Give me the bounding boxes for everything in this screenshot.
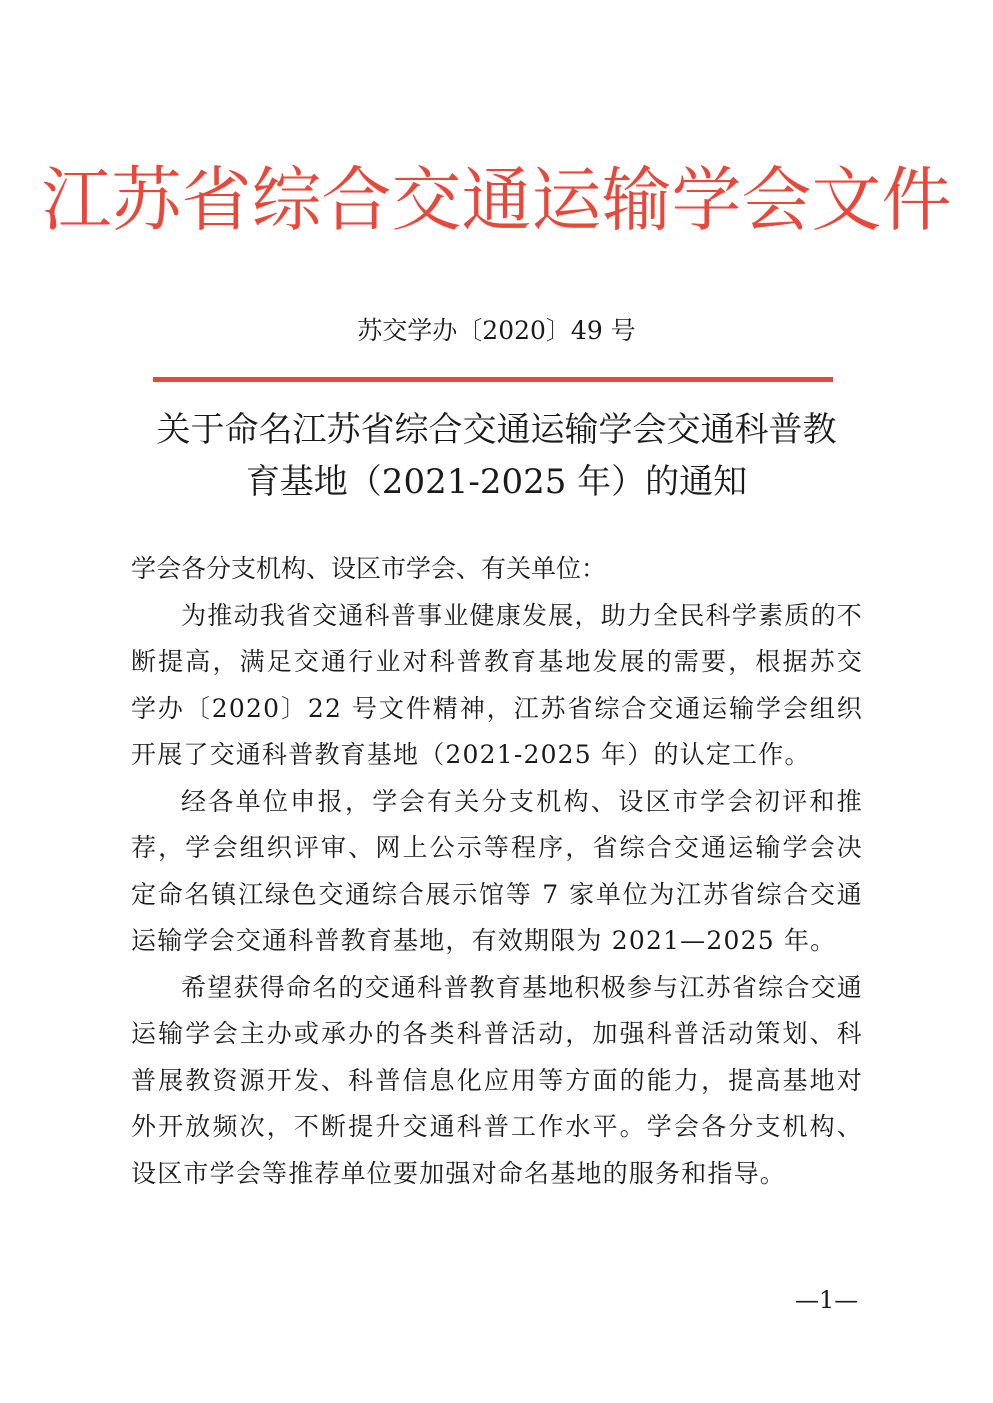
salutation: 学会各分支机构、设区市学会、有关单位：	[131, 554, 607, 583]
document-number: 苏交学办〔2020〕49 号	[357, 316, 636, 345]
body-paragraph-1: 为推动我省交通科普事业健康发展，助力全民科学素质的不断提高，满足交通行业对科普教育基地发展的需要，根据苏交学办〔2020〕22 号文件精神，江苏省综合交通运输学会组织开展了交通科普教育基地（2021-2025 年）的认定工作。	[131, 600, 863, 769]
body-paragraph-2: 经各单位申报，学会有关分支机构、设区市学会初评和推荐，学会组织评审、网上公示等程序，省综合交通运输学会决定命名镇江绿色交通综合展示馆等 7 家单位为江苏省综合交通运输学会交通科普教育基地，有效期限为 2021—2025 年。	[131, 786, 863, 955]
red-divider-line	[153, 377, 833, 382]
document-header-title: 江苏省综合交通运输学会文件	[41, 159, 952, 241]
body-paragraph-3: 希望获得命名的交通科普教育基地积极参与江苏省综合交通运输学会主办或承办的各类科普活动，加强科普活动策划、科普展教资源开发、科普信息化应用等方面的能力，提高基地对外开放频次，不断提升交通科普工作水平。学会各分支机构、设区市学会等推荐单位要加强对命名基地的服务和指导。	[131, 972, 863, 1188]
notice-title-line-2: 育基地（2021-2025 年）的通知	[245, 462, 748, 502]
notice-title	[60, 404, 933, 508]
notice-title-line-1: 关于命名江苏省综合交通运输学会交通科普教	[156, 410, 837, 450]
page-number: —1—	[795, 1286, 859, 1314]
notice-body	[131, 546, 863, 1197]
